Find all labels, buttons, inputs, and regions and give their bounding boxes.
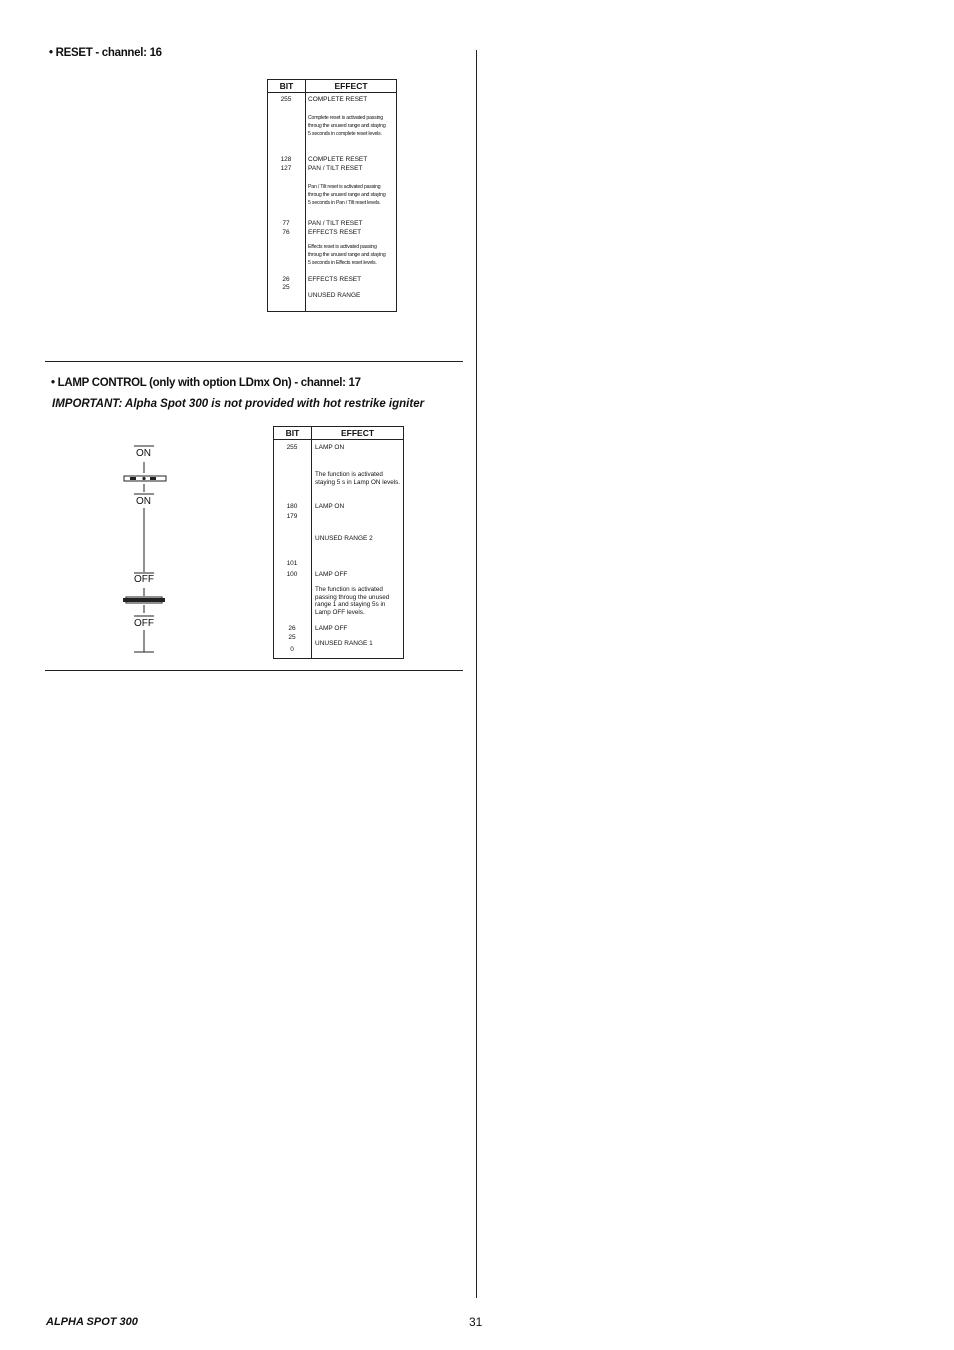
reset-bit-76: 76 xyxy=(282,229,290,236)
lamp-note-off: The function is activated passing throug the unused range 1 and staying 5s in Lamp OFF levels. xyxy=(315,586,390,616)
lamp-table-column-separator xyxy=(311,427,312,658)
lamp-bit-0: 0 xyxy=(290,646,294,653)
lamp-effect-off-end: LAMP OFF xyxy=(315,625,348,632)
diagram-label-off-bottom: OFF xyxy=(134,618,154,629)
lamp-important-note: IMPORTANT: Alpha Spot 300 is not provided with hot restrike igniter xyxy=(52,398,425,410)
reset-effect-pantilt: PAN / TILT RESET xyxy=(308,165,363,172)
lamp-effect-on: LAMP ON xyxy=(315,444,345,451)
reset-bit-25: 25 xyxy=(282,284,290,291)
reset-bit-255: 255 xyxy=(280,96,292,103)
reset-table-column-separator xyxy=(305,80,306,311)
lamp-effect-unused-1: UNUSED RANGE 1 xyxy=(315,640,373,647)
reset-effect-effects-end: EFFECTS RESET xyxy=(308,276,362,283)
reset-note-effects: Effects reset is activated passing throug the unused range and staying 5 seconds in Effects reset levels. xyxy=(308,244,386,266)
lamp-effect-unused-2: UNUSED RANGE 2 xyxy=(315,535,373,542)
section-divider-2 xyxy=(45,670,463,671)
reset-col-bit: BIT xyxy=(279,81,294,91)
lamp-bit-101: 101 xyxy=(286,560,298,567)
diagram-label-on-bottom: ON xyxy=(136,496,151,507)
footer-product-title: ALPHA SPOT 300 xyxy=(46,1316,138,1328)
lamp-bit-179: 179 xyxy=(286,513,298,520)
lamp-bit-180: 180 xyxy=(286,503,298,510)
lamp-bit-26: 26 xyxy=(288,625,296,632)
section-divider-1 xyxy=(45,361,463,362)
reset-effect-unused: UNUSED RANGE xyxy=(308,292,361,299)
lamp-heading: • LAMP CONTROL (only with option LDmx On) - channel: 17 xyxy=(51,377,361,389)
lamp-effect-off: LAMP OFF xyxy=(315,571,348,578)
diagram-label-on-top: ON xyxy=(136,448,151,459)
lamp-bit-25: 25 xyxy=(288,634,296,641)
reset-bit-127: 127 xyxy=(280,165,292,172)
lamp-table xyxy=(273,426,404,659)
reset-effect-complete-end: COMPLETE RESET xyxy=(308,156,368,163)
column-divider xyxy=(476,50,477,1298)
lamp-note-on: The function is activated staying 5 s in Lamp ON levels. xyxy=(315,471,401,486)
reset-effect-effects: EFFECTS RESET xyxy=(308,229,362,236)
page-number: 31 xyxy=(469,1315,483,1329)
reset-heading: • RESET - channel: 16 xyxy=(49,47,162,59)
lamp-control-diagram xyxy=(120,440,170,660)
reset-note-complete: Complete reset is activated passing throug the unused range and staying 5 seconds in complete reset levels. xyxy=(308,115,386,137)
reset-col-effect: EFFECT xyxy=(334,81,368,91)
reset-effect-pantilt-end: PAN / TILT RESET xyxy=(308,220,363,227)
lamp-bit-100: 100 xyxy=(286,571,298,578)
reset-bit-128: 128 xyxy=(280,156,292,163)
lamp-col-effect: EFFECT xyxy=(340,428,375,438)
reset-note-pantilt: Pan / Tilt reset is activated passing throug the unused range and staying 5 seconds in Pan / Tilt reset levels. xyxy=(308,184,386,206)
lamp-effect-on-end: LAMP ON xyxy=(315,503,345,510)
reset-table xyxy=(267,79,397,312)
reset-effect-complete: COMPLETE RESET xyxy=(308,96,368,103)
reset-bit-77: 77 xyxy=(282,220,290,227)
reset-bit-26: 26 xyxy=(282,276,290,283)
lamp-bit-255: 255 xyxy=(286,444,298,451)
diagram-label-off-top: OFF xyxy=(134,574,154,585)
lamp-col-bit: BIT xyxy=(285,428,300,438)
